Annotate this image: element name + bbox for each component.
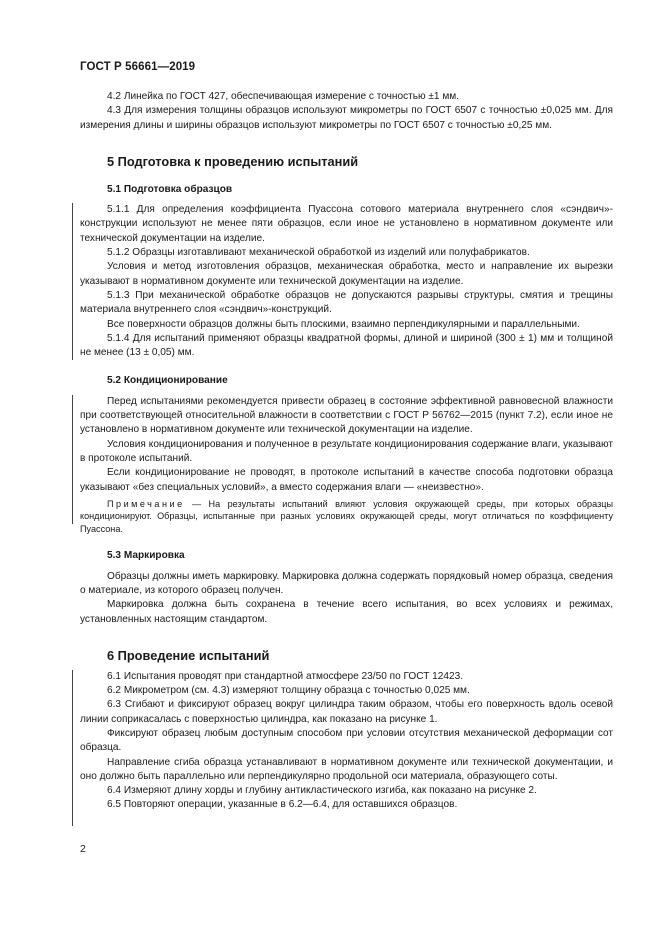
document-header: ГОСТ Р 56661—2019 — [80, 61, 196, 73]
paragraph-4-2: 4.2 Линейка по ГОСТ 427, обеспечивающая измерение с точностью ±1 мм. — [107, 91, 460, 102]
paragraph-6-1: 6.1 Испытания проводят при стандартной атмосфере 23/50 по ГОСТ 12423. — [107, 670, 464, 682]
paragraph-6-3b: Фиксируют образец любым доступным способом при условии отсутствия механической деформации сот образца. — [80, 728, 613, 754]
page-number: 2 — [80, 843, 86, 855]
paragraph-5-1-1: 5.1.1 Для определения коэффициента Пуассона сотового материала внутреннего слоя «сэндвич»-конструкции используют не менее пяти образцов, если иное не установлено в нормативном документе или технической документации на изделие. — [80, 204, 613, 244]
section-5-3-heading: 5.3 Маркировка — [107, 550, 185, 562]
paragraph-5-1-3b: Все поверхности образцов должны быть плоскими, взаимно перпендикулярными и параллельными. — [107, 318, 580, 330]
note-label: Примечание — [107, 498, 185, 509]
section-6-body — [80, 670, 613, 813]
change-bar — [72, 203, 73, 360]
section-5-2-heading: 5.2 Кондиционирование — [107, 375, 228, 387]
paragraph-6-4: 6.4 Измеряют длину хорды и глубину антикластического изгиба, как показано на рисунке 2. — [107, 785, 537, 797]
change-bar — [72, 670, 73, 826]
section-5-1-heading: 5.1 Подготовка образцов — [107, 183, 233, 195]
paragraph-5-2-2: Условия кондиционирования и полученное в результате кондиционирования содержание влаги, указывают в протоколе испытаний. — [80, 438, 613, 464]
section-5-heading: 5 Подготовка к проведению испытаний — [107, 153, 359, 169]
section-5-2-body — [80, 395, 613, 536]
paragraph-5-3-2: Маркировка должна быть сохранена в течение всего испытания, во всех условиях и режимах, установленных настоящим стандартом. — [80, 599, 613, 625]
paragraph-5-1-2b: Условия и метод изготовления образцов, механическая обработка, место и направление их вырезки указывают в нормативном документе или технической документации на изделие. — [80, 261, 613, 287]
paragraph-6-2: 6.2 Микрометром (см. 4.3) измеряют толщину образца с точностью 0,025 мм. — [107, 685, 470, 697]
paragraph-5-1-2: 5.1.2 Образцы изготавливают механической обработкой из изделий или полуфабрикатов. — [107, 247, 530, 259]
paragraph-6-3c: Направление сгиба образца устанавливают в нормативном документе или технической документации, и оно должно быть параллельно или перпендикулярно продольной оси материала, образующего соты. — [80, 756, 613, 782]
change-bar — [72, 395, 73, 524]
paragraph-5-3-1: Образцы должны иметь маркировку. Маркировка должна содержать порядковый номер образца, сведения о материале, из которого образец получен. — [80, 570, 613, 596]
note — [80, 498, 613, 536]
paragraph-6-5: 6.5 Повторяют операции, указанные в 6.2—6.4, для оставшихся образцов. — [107, 799, 458, 811]
section-6-heading: 6 Проведение испытаний — [107, 647, 270, 663]
note-text: — На результаты испытаний влияют условия окружающей среды, при которых образцы кондиционируют. Образцы, испытанные при разных условиях окружающей среды, могут отличаться по коэффициенту Пуассона. — [80, 498, 613, 534]
section-5-1-body — [80, 203, 613, 360]
paragraph-5-1-3: 5.1.3 При механической обработке образцов не допускаются разрывы структуры, смятия и трещины материала внутреннего слоя «сэндвич»-конструкций. — [80, 289, 613, 316]
document-body — [80, 90, 613, 813]
paragraph-5-1-4: 5.1.4 Для испытаний применяют образцы квадратной формы, длиной и шириной (300 ± 1) мм и толщиной не менее (13 ± 0,05) мм. — [80, 332, 613, 359]
paragraph-6-3: 6.3 Сгибают и фиксируют образец вокруг цилиндра таким образом, чтобы его поверхность вдоль осевой линии соприкасалась с поверхностью цилиндра, как показано на рисунке 1. — [80, 699, 613, 725]
paragraph-5-2-3: Если кондиционирование не проводят, в протоколе испытаний в качестве способа подготовки образца указывают «без специальных условий», а вместо содержания влаги — «неизвестно». — [80, 467, 613, 493]
paragraph-5-2-1: Перед испытаниями рекомендуется привести образец в состояние эффективной равновесной влажности при соответствующей относительной влажности в соответствии с ГОСТ Р 56762—2015 (пункт 7.2), если иное не установлено в нормативном документе или технической документации на изделие. — [80, 395, 613, 436]
paragraph-4-3: 4.3 Для измерения толщины образцов используют микрометры по ГОСТ 6507 с точностью ±0,025 мм. Для измерения длины и ширины образцов используют микрометры по ГОСТ 6507 с точностью ±0,25 мм. — [80, 105, 613, 131]
